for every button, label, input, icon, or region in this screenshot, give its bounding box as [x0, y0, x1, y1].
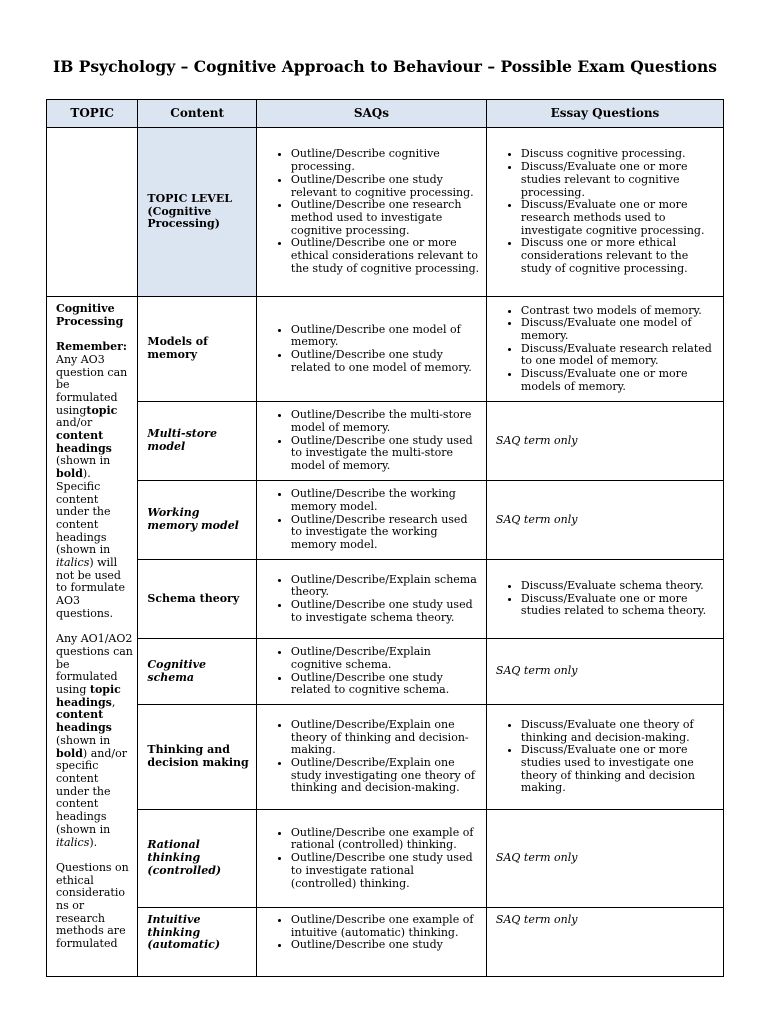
table-row — [47, 705, 724, 810]
saqs-cell — [256, 402, 486, 481]
list-item: • Contrast two models of memory. — [521, 305, 717, 318]
topic-remember-note: Remember: Any AO3 question can be formulated usingtopic and/or content headings (shown in bold). Specific content under the content headings (shown in italics) will not be used to formulate AO3 questions. — [56, 340, 128, 620]
content-cell: Multi-store model — [138, 402, 257, 481]
list-item: • Outline/Describe one study related to one model of memory. — [291, 349, 480, 374]
list-item: • Outline/Describe one study used to investigate schema theory. — [291, 599, 480, 624]
list-item: • Outline/Describe/Explain one theory of thinking and decision-making. — [291, 719, 480, 757]
list-item: • Discuss/Evaluate one or more research methods used to investigate cognitive processing. — [521, 199, 717, 237]
saq-only-cell: SAQ term only — [486, 908, 723, 977]
list-item: • Discuss/Evaluate one or more models of memory. — [521, 368, 717, 393]
topic-cell — [47, 297, 138, 977]
content-cell: Cognitive schema — [138, 639, 257, 705]
table-row — [47, 402, 724, 481]
table-row — [47, 481, 724, 560]
list-item: • Outline/Describe one example of intuitive (automatic) thinking. — [291, 914, 480, 939]
table-row — [47, 128, 724, 297]
saq-only-cell: SAQ term only — [486, 810, 723, 908]
table-row — [47, 297, 724, 402]
saq-only-cell: SAQ term only — [486, 639, 723, 705]
essays-cell — [486, 560, 723, 639]
saqs-cell — [256, 705, 486, 810]
essays-cell — [486, 705, 723, 810]
saq-only-cell: SAQ term only — [486, 402, 723, 481]
content-cell: Intuitive thinking (automatic) — [138, 908, 257, 977]
table-row — [47, 639, 724, 705]
table-header-row — [47, 100, 724, 128]
saqs-cell — [256, 560, 486, 639]
table-row — [47, 908, 724, 977]
header-topic: TOPIC — [47, 100, 138, 128]
essays-cell — [486, 297, 723, 402]
table-row — [47, 560, 724, 639]
header-essay-questions: Essay Questions — [486, 100, 723, 128]
saqs-cell — [256, 297, 486, 402]
content-cell: Working memory model — [138, 481, 257, 560]
list-item: • Outline/Describe one study related to cognitive schema. — [291, 672, 480, 697]
list-item: • Discuss/Evaluate one or more studies relevant to cognitive processing. — [521, 161, 717, 199]
essays-cell — [486, 128, 723, 297]
content-cell: Models of memory — [138, 297, 257, 402]
topic-ao-note: Any AO1/AO2 questions can be formulated using topic headings, content headings (shown in bold) and/or specific content under the content headings (shown in italics). — [56, 632, 133, 849]
table-row — [47, 810, 724, 908]
header-saqs: SAQs — [256, 100, 486, 128]
list-item: • Outline/Describe one or more ethical considerations relevant to the study of cognitive processing. — [291, 237, 480, 275]
list-item: • Discuss/Evaluate one or more studies related to schema theory. — [521, 593, 717, 618]
list-item: • Outline/Describe one study used to investigate the multi-store model of memory. — [291, 435, 480, 473]
list-item: • Outline/Describe cognitive processing. — [291, 148, 480, 173]
list-item: • Outline/Describe one study relevant to cognitive processing. — [291, 174, 480, 199]
exam-questions-table — [46, 99, 724, 977]
topic-cell-empty — [47, 128, 138, 297]
content-cell: TOPIC LEVEL (Cognitive Processing) — [138, 128, 257, 297]
list-item: • Outline/Describe one example of rational (controlled) thinking. — [291, 827, 480, 852]
header-content: Content — [138, 100, 257, 128]
list-item: • Outline/Describe/Explain schema theory. — [291, 574, 480, 599]
list-item: • Outline/Describe/Explain cognitive schema. — [291, 646, 480, 671]
list-item: • Discuss/Evaluate one model of memory. — [521, 317, 717, 342]
saqs-cell — [256, 810, 486, 908]
list-item: • Outline/Describe one study used to investigate rational (controlled) thinking. — [291, 852, 480, 890]
list-item: • Discuss/Evaluate schema theory. — [521, 580, 717, 593]
content-cell: Rational thinking (controlled) — [138, 810, 257, 908]
list-item: • Outline/Describe one research method used to investigate cognitive processing. — [291, 199, 480, 237]
list-item: • Discuss/Evaluate research related to one model of memory. — [521, 343, 717, 368]
list-item: • Outline/Describe/Explain one study investigating one theory of thinking and decision-making. — [291, 757, 480, 795]
content-cell: Schema theory — [138, 560, 257, 639]
list-item: • Outline/Describe research used to investigate the working memory model. — [291, 514, 480, 552]
topic-heading: Cognitive Processing — [56, 302, 124, 328]
list-item: • Discuss one or more ethical considerations relevant to the study of cognitive processing. — [521, 237, 717, 275]
list-item: • Outline/Describe one model of memory. — [291, 324, 480, 349]
content-cell: Thinking and decision making — [138, 705, 257, 810]
saq-only-cell: SAQ term only — [486, 481, 723, 560]
list-item: • Outline/Describe one study — [291, 939, 480, 952]
saqs-cell — [256, 908, 486, 977]
saqs-cell — [256, 481, 486, 560]
list-item: • Discuss/Evaluate one or more studies used to investigate one theory of thinking and decision making. — [521, 744, 717, 795]
saqs-cell — [256, 128, 486, 297]
list-item: • Discuss cognitive processing. — [521, 148, 717, 161]
list-item: • Outline/Describe the multi-store model of memory. — [291, 409, 480, 434]
page-title: IB Psychology – Cognitive Approach to Behaviour – Possible Exam Questions — [52, 57, 718, 76]
saqs-cell — [256, 639, 486, 705]
list-item: • Discuss/Evaluate one theory of thinking and decision-making. — [521, 719, 717, 744]
topic-ethics-note: Questions on ethical consideratio ns or research methods are formulated — [56, 860, 129, 951]
list-item: • Outline/Describe the working memory model. — [291, 488, 480, 513]
